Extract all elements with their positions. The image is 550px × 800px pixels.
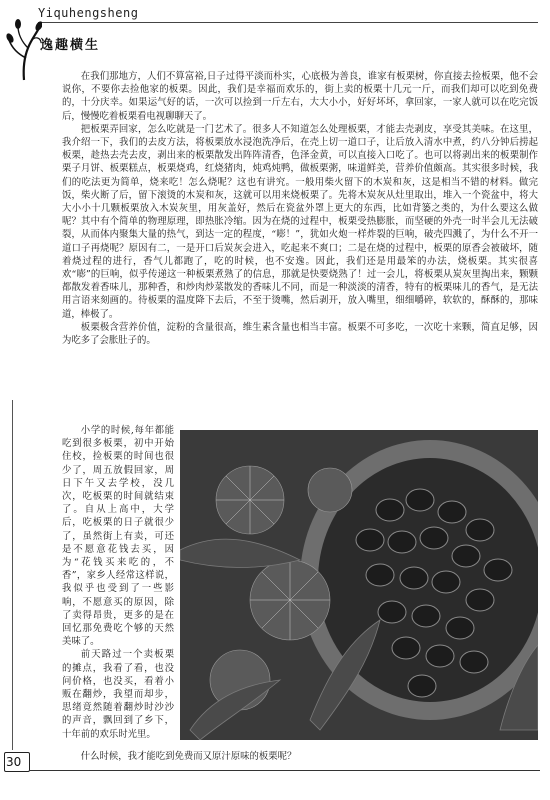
article-body [62,70,538,347]
closing-line: 什么时候，我才能吃到免费而又原汁原味的板栗呢？ [80,751,297,762]
magazine-header-en: Yiquhengsheng [38,6,139,20]
chestnut-basket-photo [180,430,538,740]
article-side-column [62,424,174,741]
tree-ornament-icon [6,18,42,82]
header-rule [38,22,538,23]
paragraph: 把板栗弄回家，怎么吃就是一门艺术了。很多人不知道怎么处理板栗，才能去壳剥皮，享受其美味。在这里，我介绍一下，我们的去皮方法，将板栗放水浸泡洗净后，在壳上切一道口子，让后放入清水中煮，约八分钟后捞起板栗，趁热去壳去皮，剥出来的板栗散发出阵阵清香，色泽金黄，可以直接入口吃了。也可以将剥出来的板栗制作栗子月饼、板栗糕点，板栗烧鸡，红烧猪肉，炖鸡炖鸭，做板栗粥，味道鲜美，营养价值颇高。其实很多时候，我们的吃法更为简单，烧来吃！怎么烧呢？这也有讲究。一般用柴火留下的木炭和灰，这是相当不错的材料。做完饭，柴火断了后，留下滚烫的木炭和灰，这就可以用来烧板栗了。先将木炭灰从灶里取出，堆入一个瓷盆中，将大大小小十几颗板栗放入木炭灰里，用灰盖好，然后在瓷盆外罩上更大的东西，比如背篓之类的，为什么要这么做呢？其中有个简单的物理原理，即热胀冷缩。因为在烧的过程中，板栗受热膨胀，而坚硬的外壳一时半会儿无法破裂，从而体内聚集大量的热气，到达一定的程度，“嘭！”，犹如火炮一样炸裂的巨响，破壳四溅了，为什么不开一道口子再烧呢？原因有二，一是开口后炭灰会进入，吃起来不爽口；二是在烧的过程中，板栗的原香会被破坏，随着烧过程的进行，香气儿都跑了，吃的时候，也不安逸。因此，我们还是用最笨的办法，烧板栗。其实很喜欢“嘭”的巨响，似乎传递这一种板栗煮熟了的信息，那就是快要烧熟了！过一会儿，将板栗从炭灰里掏出来，颗颗都散发着香味儿，那种香，和炒肉炒菜散发的香味儿不同，而是一种淡淡的清香，特有的板栗味儿的香气，是无法用言语来刻画的。待板栗的温度降下去后，不至于烫嘴，然后剥开，放入嘴里，细细嚼碎，软软的，酥酥的，那味道，棒极了。 [62,123,538,320]
paragraph: 板栗极含营养价值，淀粉的含量很高，维生素含量也相当丰富。板栗不可多吃，一次吃十来颗，简直足够，因为吃多了会胀肚子的。 [62,321,538,347]
article-closing [62,750,538,763]
paragraph: 前天路过一个卖板栗的摊点，我看了看，也没问价格，也没买，看着小贩在翻炒，我望而却步，思绪竟然随着翻炒时沙沙的声音，飘回到了乡下，十年前的欢乐时光里。 [62,649,174,740]
paragraph: 小学的时候,每年都能吃到很多板栗，初中开始住校，捡板栗的时间也很少了，周五放假回家，周日下午又去学校，没几次，吃板栗的时间就结束了。自从上高中，大学后，吃板栗的日子就很少了，虽然街上有卖，可还是不愿意花钱去买，因为“花钱买来吃的，不香”，家乡人经常这样说，我似乎也受到了一些影响，不愿意买的原因，除了卖得昂贵，更多的是在回忆那免费吃个够的天然美味了。 [62,425,174,648]
side-rule [12,400,13,750]
paragraph: 在我们那地方，人们不算富裕,日子过得平淡而朴实，心底极为善良，谁家有板栗树，你直接去捡板栗，他不会说你，不要你去捡他家的板栗。因此，我们是幸福而欢乐的，街上卖的板栗十几元一斤，而我们却可以吃到免费的，十分庆幸。如果运气好的话，一次可以捡到一斤左右，大大小小，好好坏坏，拿回家，一家人就可以在吃完饭后，慢慢吃着板栗看电视聊聊天了。 [62,71,538,122]
column-title: 逸趣横生 [40,38,101,53]
footer-rule [30,770,540,771]
page-number: 30 [6,755,22,769]
chestnut-photo-icon [180,430,538,740]
